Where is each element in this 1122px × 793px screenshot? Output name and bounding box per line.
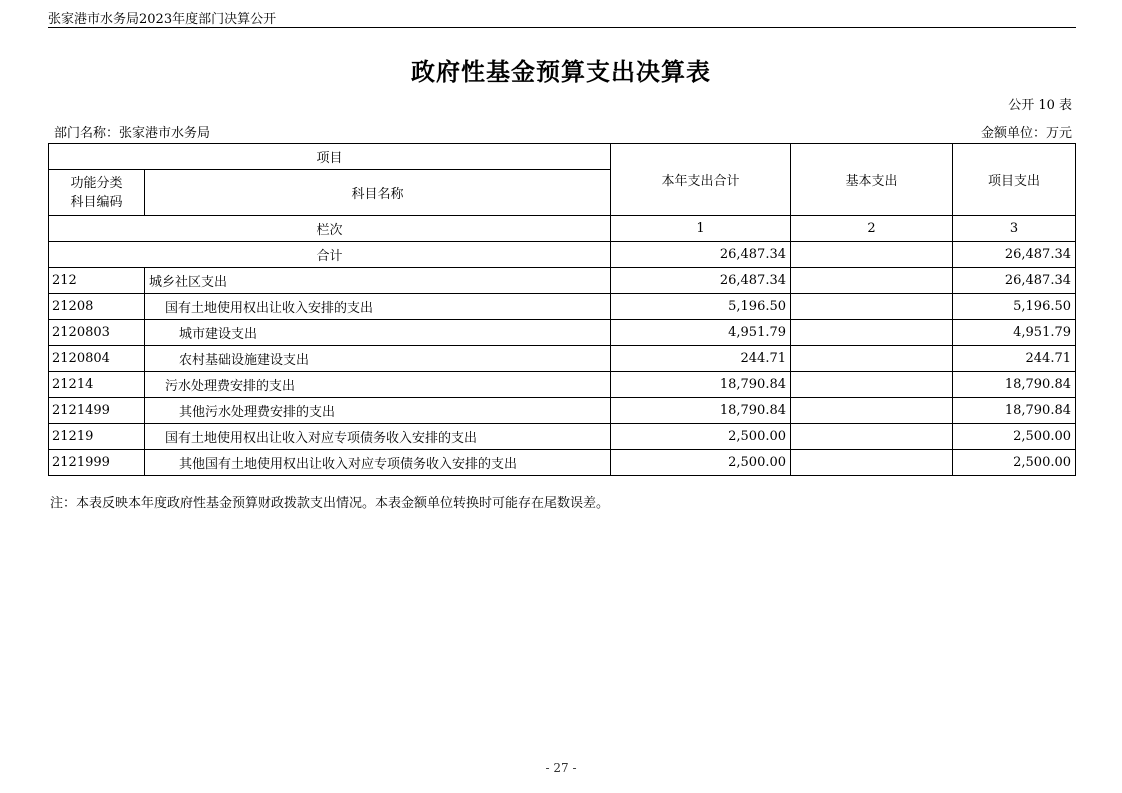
table-row — [49, 450, 1076, 476]
row-project: 18,790.84 — [953, 398, 1076, 424]
row-name: 城乡社区支出 — [145, 268, 611, 294]
header-rule — [48, 27, 1076, 28]
item-header: 项目 — [49, 144, 611, 170]
header-row-1 — [49, 144, 1076, 170]
table-note: 注：本表反映本年度政府性基金预算财政拨款支出情况。本表金额单位转换时可能存在尾数误差。 — [50, 496, 610, 511]
table-row — [49, 372, 1076, 398]
amount-unit: 金额单位：万元 — [980, 126, 1072, 141]
row-project: 2,500.00 — [953, 424, 1076, 450]
row-total: 2,500.00 — [611, 424, 791, 450]
subject-name-header: 科目名称 — [145, 170, 611, 216]
row-project: 26,487.34 — [953, 268, 1076, 294]
row-basic — [791, 372, 953, 398]
column-index-3: 3 — [953, 216, 1076, 242]
row-name: 农村基础设施建设支出 — [145, 346, 611, 372]
row-name: 国有土地使用权出让收入安排的支出 — [145, 294, 611, 320]
table-row — [49, 346, 1076, 372]
row-name: 其他污水处理费安排的支出 — [145, 398, 611, 424]
row-project: 244.71 — [953, 346, 1076, 372]
sum-total: 26,487.34 — [611, 242, 791, 268]
row-total: 244.71 — [611, 346, 791, 372]
row-basic — [791, 268, 953, 294]
sum-basic — [791, 242, 953, 268]
row-total: 2,500.00 — [611, 450, 791, 476]
sum-project: 26,487.34 — [953, 242, 1076, 268]
row-basic — [791, 450, 953, 476]
column-index-2: 2 — [791, 216, 953, 242]
total-header: 本年支出合计 — [611, 144, 791, 216]
row-project: 2,500.00 — [953, 450, 1076, 476]
row-basic — [791, 346, 953, 372]
table-row — [49, 424, 1076, 450]
page-number: - 27 - — [545, 761, 577, 775]
row-project: 5,196.50 — [953, 294, 1076, 320]
row-total: 4,951.79 — [611, 320, 791, 346]
table-row — [49, 268, 1076, 294]
row-code: 212 — [49, 268, 145, 294]
row-code: 21208 — [49, 294, 145, 320]
row-total: 18,790.84 — [611, 398, 791, 424]
column-index-1: 1 — [611, 216, 791, 242]
row-total: 26,487.34 — [611, 268, 791, 294]
row-total: 5,196.50 — [611, 294, 791, 320]
department-name: 部门名称：张家港市水务局 — [54, 126, 211, 141]
row-name: 城市建设支出 — [145, 320, 611, 346]
running-header: 张家港市水务局2023年度部门决算公开 — [48, 12, 277, 27]
row-name: 污水处理费安排的支出 — [145, 372, 611, 398]
row-code: 21214 — [49, 372, 145, 398]
func-code-header: 功能分类 科目编码 — [49, 170, 145, 216]
budget-table — [48, 143, 1076, 476]
sum-label: 合计 — [49, 242, 611, 268]
row-name: 其他国有土地使用权出让收入对应专项债务收入安排的支出 — [145, 450, 611, 476]
table-row — [49, 398, 1076, 424]
row-project: 4,951.79 — [953, 320, 1076, 346]
table-number: 公开 10 表 — [1008, 98, 1072, 113]
row-code: 2120803 — [49, 320, 145, 346]
table-row — [49, 320, 1076, 346]
row-basic — [791, 320, 953, 346]
row-basic — [791, 294, 953, 320]
row-basic — [791, 424, 953, 450]
row-code: 2121499 — [49, 398, 145, 424]
column-index-row — [49, 216, 1076, 242]
row-total: 18,790.84 — [611, 372, 791, 398]
page-title: 政府性基金预算支出决算表 — [411, 57, 711, 86]
row-basic — [791, 398, 953, 424]
project-header: 项目支出 — [953, 144, 1076, 216]
table-row — [49, 294, 1076, 320]
row-code: 2120804 — [49, 346, 145, 372]
basic-header: 基本支出 — [791, 144, 953, 216]
sum-row — [49, 242, 1076, 268]
row-project: 18,790.84 — [953, 372, 1076, 398]
column-index-label: 栏次 — [49, 216, 611, 242]
row-code: 2121999 — [49, 450, 145, 476]
row-code: 21219 — [49, 424, 145, 450]
row-name: 国有土地使用权出让收入对应专项债务收入安排的支出 — [145, 424, 611, 450]
